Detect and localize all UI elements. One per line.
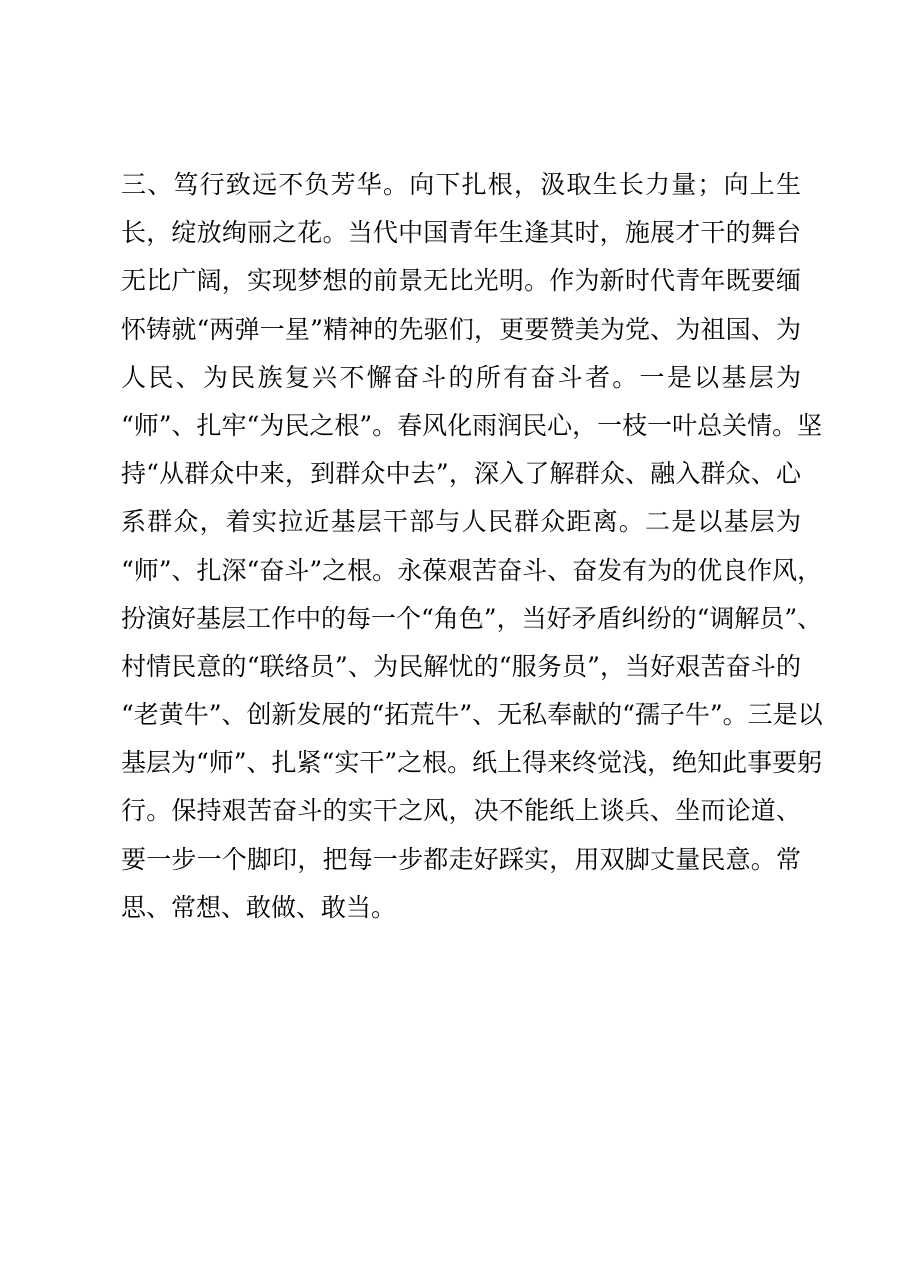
paragraph-line: 三、笃行致远不负芳华。向下扎根，汲取生长力量；向上生	[121, 170, 801, 199]
paragraph-line: “老黄牛”、创新发展的“拓荒牛”、无私奉献的“孺子牛”。三是以	[121, 700, 823, 730]
paragraph-line: 怀铸就“两弹一星”精神的先驱们，更要赞美为党、为祖国、为	[121, 314, 801, 344]
paragraph-line: 扮演好基层工作中的每一个“角色”，当好矛盾纠纷的“调解员”、	[121, 603, 823, 633]
paragraph-line: 基层为“师”、扎紧“实干”之根。纸上得来终觉浅，绝知此事要躬	[121, 748, 823, 778]
body-paragraph	[121, 161, 823, 932]
paragraph-line: 行。保持艰苦奋斗的实干之风，决不能纸上谈兵、坐而论道、	[121, 796, 801, 826]
paragraph-line: 村情民意的“联络员”、为民解忧的“服务员”，当好艰苦奋斗的	[121, 651, 801, 681]
paragraph-line: 无比广阔，实现梦想的前景无比光明。作为新时代青年既要缅	[121, 266, 801, 296]
paragraph-line: 人民、为民族复兴不懈奋斗的所有奋斗者。一是以基层为	[121, 362, 801, 392]
paragraph-line: 长，绽放绚丽之花。当代中国青年生逢其时，施展才干的舞台	[121, 218, 801, 248]
paragraph-line: “师”、扎牢“为民之根”。春风化雨润民心，一枝一叶总关情。坚	[121, 410, 823, 440]
paragraph-line: 持“从群众中来，到群众中去”，深入了解群众、融入群众、心	[121, 459, 801, 489]
paragraph-line: “师”、扎深“奋斗”之根。永葆艰苦奋斗、奋发有为的优良作风，	[121, 555, 823, 585]
paragraph-line: 系群众，着实拉近基层干部与人民群众距离。二是以基层为	[121, 507, 801, 537]
paragraph-line: 思、常想、敢做、敢当。	[121, 892, 397, 922]
paragraph-line: 要一步一个脚印，把每一步都走好踩实，用双脚丈量民意。常	[121, 844, 801, 874]
